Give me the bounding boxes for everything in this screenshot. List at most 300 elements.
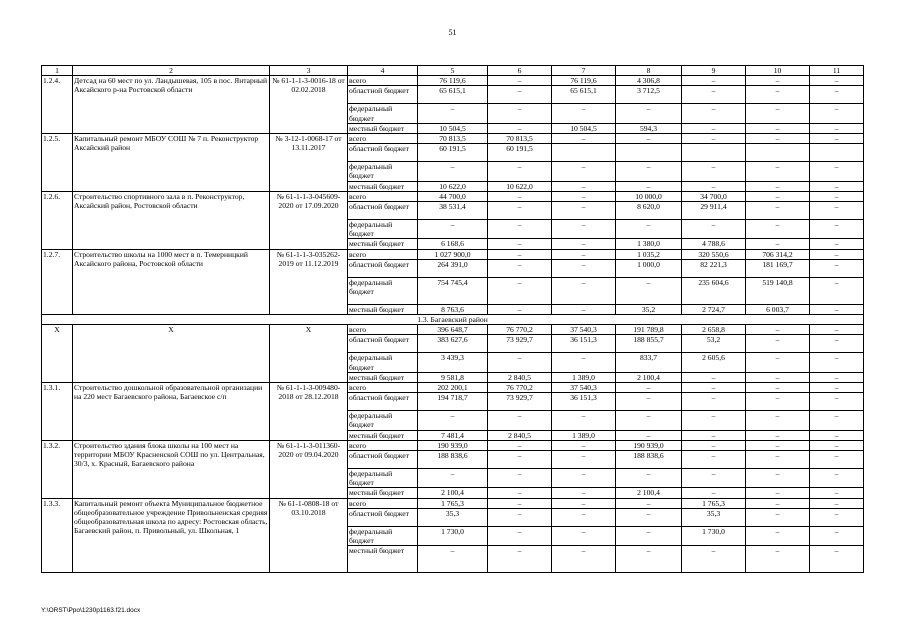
item-number: 1.3.1. (42, 383, 73, 441)
amount-cell: – (418, 469, 488, 488)
object-name: Строительство спортивного зала в п. Реконструктор, Аксайский район, Ростовской области (73, 191, 270, 249)
amount-cell: – (552, 304, 616, 314)
amount-cell: – (488, 411, 552, 430)
amount-cell: – (552, 546, 616, 573)
funding-source: всего (348, 498, 418, 508)
document-number: № 61-1-1-3-011360-2020 от 09.04.2020 (270, 440, 348, 498)
amount-cell: 76 119,6 (418, 76, 488, 86)
amount-cell: – (810, 134, 864, 144)
section-row (42, 315, 864, 325)
amount-cell: – (746, 508, 810, 526)
funding-source: федеральный бюджет (348, 353, 418, 372)
amount-cell: 6 168,6 (418, 239, 488, 249)
amount-cell: – (552, 353, 616, 372)
amount-cell: – (488, 162, 552, 181)
column-number: 2 (73, 66, 270, 76)
amount-cell: – (488, 526, 552, 545)
column-number: 6 (488, 66, 552, 76)
amount-cell: – (810, 76, 864, 86)
document-number: Х (270, 325, 348, 383)
amount-cell: 9 581,8 (418, 372, 488, 382)
amount-cell: – (810, 86, 864, 104)
amount-cell: – (746, 353, 810, 372)
funding-source: всего (348, 191, 418, 201)
amount-cell: – (746, 488, 810, 498)
funding-source: местный бюджет (348, 181, 418, 191)
amount-cell: – (746, 202, 810, 220)
document-number: № 61-1-1-3-035262-2019 от 11.12.2019 (270, 249, 348, 314)
document-number: № 3-12-1-0068-17 от 13.11.2017 (270, 134, 348, 192)
amount-cell: – (616, 393, 682, 411)
amount-cell: 70 813,5 (418, 134, 488, 144)
column-number: 4 (348, 66, 418, 76)
amount-cell: 3 439,3 (418, 353, 488, 372)
amount-cell: – (552, 249, 616, 259)
amount-cell: – (682, 181, 746, 191)
document-number: № 61-1-1-3-009480-2018 от 28.12.2018 (270, 383, 348, 441)
amount-cell: 10 000,0 (616, 191, 682, 201)
amount-cell: – (746, 440, 810, 450)
table-row (42, 76, 864, 86)
amount-cell: – (810, 393, 864, 411)
amount-cell: – (488, 304, 552, 314)
amount-cell: – (810, 304, 864, 314)
amount-cell: 1 389,0 (552, 430, 616, 440)
amount-cell: – (746, 104, 810, 123)
amount-cell: – (682, 488, 746, 498)
amount-cell: – (746, 526, 810, 545)
amount-cell: – (616, 383, 682, 393)
amount-cell: – (746, 383, 810, 393)
amount-cell: 44 700,0 (418, 191, 488, 201)
budget-table (41, 65, 864, 573)
amount-cell: – (616, 411, 682, 430)
amount-cell: – (810, 469, 864, 488)
amount-cell: 73 929,7 (488, 393, 552, 411)
amount-cell: 10 504,5 (418, 123, 488, 133)
table-body (42, 66, 864, 573)
amount-cell: 1 389,0 (552, 372, 616, 382)
amount-cell: – (746, 134, 810, 144)
amount-cell: 594,3 (616, 123, 682, 133)
amount-cell: – (488, 508, 552, 526)
amount-cell: – (552, 440, 616, 450)
amount-cell: – (616, 430, 682, 440)
funding-source: областной бюджет (348, 259, 418, 277)
amount-cell: – (746, 451, 810, 469)
amount-cell: 2 605,6 (682, 353, 746, 372)
page-number: 51 (448, 28, 457, 37)
amount-cell: – (810, 335, 864, 353)
amount-cell: 3 712,5 (616, 86, 682, 104)
column-number: 11 (810, 66, 864, 76)
amount-cell: – (746, 430, 810, 440)
amount-cell: – (810, 546, 864, 573)
amount-cell: – (552, 239, 616, 249)
amount-cell: 10 622,0 (418, 181, 488, 191)
amount-cell: 36 151,3 (552, 393, 616, 411)
column-number: 8 (616, 66, 682, 76)
amount-cell (616, 144, 682, 162)
funding-source: федеральный бюджет (348, 220, 418, 239)
amount-cell: – (552, 259, 616, 277)
funding-source: местный бюджет (348, 123, 418, 133)
column-number: 3 (270, 66, 348, 76)
amount-cell: – (552, 526, 616, 545)
amount-cell: – (616, 134, 682, 144)
amount-cell: 190 939,0 (616, 440, 682, 450)
amount-cell: – (746, 325, 810, 335)
amount-cell: – (616, 546, 682, 573)
amount-cell: – (746, 86, 810, 104)
object-name: Строительство школы на 1000 мест в п. Темерницкий Аксайского района, Ростовской области (73, 249, 270, 314)
amount-cell: – (552, 508, 616, 526)
amount-cell: 2 100,4 (616, 372, 682, 382)
amount-cell: 60 191,5 (418, 144, 488, 162)
funding-source: местный бюджет (348, 239, 418, 249)
amount-cell: – (682, 440, 746, 450)
amount-cell: 320 550,6 (682, 249, 746, 259)
amount-cell: – (488, 488, 552, 498)
amount-cell: – (552, 191, 616, 201)
amount-cell: – (488, 277, 552, 304)
amount-cell: – (682, 220, 746, 239)
amount-cell: 38 531,4 (418, 202, 488, 220)
amount-cell: – (616, 526, 682, 545)
amount-cell: – (488, 202, 552, 220)
amount-cell: 191 789,8 (616, 325, 682, 335)
amount-cell: 2 724,7 (682, 304, 746, 314)
amount-cell: – (810, 220, 864, 239)
table-row (42, 134, 864, 144)
amount-cell: 8 763,6 (418, 304, 488, 314)
amount-cell: 754 745,4 (418, 277, 488, 304)
amount-cell: – (488, 353, 552, 372)
amount-cell: 35,2 (616, 304, 682, 314)
section-title: 1.3. Багаевский район (42, 315, 864, 325)
amount-cell: – (810, 202, 864, 220)
amount-cell: 1 035,2 (616, 249, 682, 259)
item-number: 1.2.7. (42, 249, 73, 314)
item-number: 1.3.2. (42, 440, 73, 498)
amount-cell: 264 391,0 (418, 259, 488, 277)
amount-cell: – (810, 259, 864, 277)
amount-cell: 188 838,6 (616, 451, 682, 469)
amount-cell: – (746, 498, 810, 508)
table-row (42, 498, 864, 508)
amount-cell: – (810, 508, 864, 526)
amount-cell: – (746, 239, 810, 249)
amount-cell: 65 615,1 (552, 86, 616, 104)
funding-source: федеральный бюджет (348, 277, 418, 304)
amount-cell: – (418, 162, 488, 181)
amount-cell: – (810, 162, 864, 181)
amount-cell: – (552, 220, 616, 239)
funding-source: федеральный бюджет (348, 526, 418, 545)
amount-cell: – (552, 202, 616, 220)
amount-cell: 37 540,3 (552, 325, 616, 335)
amount-cell: 2 840,5 (488, 372, 552, 382)
funding-source: федеральный бюджет (348, 104, 418, 123)
table-row (42, 191, 864, 201)
object-name: Х (73, 325, 270, 383)
amount-cell: – (746, 411, 810, 430)
amount-cell: 1 765,3 (418, 498, 488, 508)
amount-cell: 29 911,4 (682, 202, 746, 220)
amount-cell: – (616, 104, 682, 123)
amount-cell: 190 939,0 (418, 440, 488, 450)
amount-cell: 188 838,6 (418, 451, 488, 469)
amount-cell: – (810, 383, 864, 393)
funding-source: федеральный бюджет (348, 162, 418, 181)
amount-cell: – (616, 162, 682, 181)
column-number: 10 (746, 66, 810, 76)
amount-cell: 35,3 (682, 508, 746, 526)
amount-cell: – (552, 134, 616, 144)
object-name: Детсад на 60 мест по ул. Ландышевая, 105 в пос. Янтарный Аксайского р-на Ростовской области (73, 76, 270, 134)
amount-cell: – (488, 123, 552, 133)
amount-cell: – (682, 104, 746, 123)
amount-cell: – (552, 162, 616, 181)
amount-cell: – (488, 451, 552, 469)
amount-cell: – (810, 451, 864, 469)
amount-cell: – (682, 469, 746, 488)
amount-cell: – (746, 162, 810, 181)
amount-cell: – (488, 498, 552, 508)
amount-cell: 1 730,0 (418, 526, 488, 545)
amount-cell: – (488, 220, 552, 239)
amount-cell: 7 481,4 (418, 430, 488, 440)
item-number: 1.2.4. (42, 76, 73, 134)
amount-cell: 1 027 900,0 (418, 249, 488, 259)
amount-cell: – (746, 393, 810, 411)
amount-cell: 2 100,4 (616, 488, 682, 498)
amount-cell: – (746, 181, 810, 191)
amount-cell: 73 929,7 (488, 335, 552, 353)
document-number: № 61-1-1-3-0016-18 от 02.02.2018 (270, 76, 348, 134)
column-number: 1 (42, 66, 73, 76)
amount-cell: 2 100,4 (418, 488, 488, 498)
funding-source: всего (348, 76, 418, 86)
amount-cell: – (682, 393, 746, 411)
table-row (42, 383, 864, 393)
amount-cell: 383 627,6 (418, 335, 488, 353)
amount-cell: 1 380,0 (616, 239, 682, 249)
amount-cell: – (682, 430, 746, 440)
funding-source: всего (348, 383, 418, 393)
table-row (42, 249, 864, 259)
amount-cell: 70 813,5 (488, 134, 552, 144)
amount-cell: – (810, 249, 864, 259)
funding-source: областной бюджет (348, 144, 418, 162)
amount-cell: – (810, 440, 864, 450)
amount-cell: 1 000,0 (616, 259, 682, 277)
column-number: 9 (682, 66, 746, 76)
amount-cell: 82 221,3 (682, 259, 746, 277)
amount-cell: – (552, 277, 616, 304)
amount-cell: 34 700,0 (682, 191, 746, 201)
amount-cell: – (810, 526, 864, 545)
funding-source: местный бюджет (348, 488, 418, 498)
funding-source: областной бюджет (348, 202, 418, 220)
amount-cell: 6 003,7 (746, 304, 810, 314)
object-name: Капитальный ремонт объекта Муниципальное бюджетное общеобразовательное учреждение Привольненская средняя общеобразовательная школа по адресу: Ростовская область, Багаевский район, п. Привольный, ул. Школьная, 1 (73, 498, 270, 573)
amount-cell: – (682, 451, 746, 469)
funding-source: областной бюджет (348, 508, 418, 526)
amount-cell: 396 648,7 (418, 325, 488, 335)
amount-cell: – (552, 498, 616, 508)
document-number: № 61-1-0808-18 от 03.10.2018 (270, 498, 348, 573)
amount-cell: 76 770,2 (488, 325, 552, 335)
amount-cell: – (746, 546, 810, 573)
table-row (42, 325, 864, 335)
amount-cell: 76 119,6 (552, 76, 616, 86)
amount-cell: 65 615,1 (418, 86, 488, 104)
amount-cell: 194 718,7 (418, 393, 488, 411)
amount-cell: – (810, 430, 864, 440)
column-number: 5 (418, 66, 488, 76)
amount-cell: – (810, 277, 864, 304)
amount-cell: 8 620,0 (616, 202, 682, 220)
amount-cell: – (552, 411, 616, 430)
amount-cell: – (810, 191, 864, 201)
amount-cell: – (418, 546, 488, 573)
funding-source: федеральный бюджет (348, 469, 418, 488)
amount-cell: 53,2 (682, 335, 746, 353)
amount-cell: 1 730,0 (682, 526, 746, 545)
funding-source: областной бюджет (348, 86, 418, 104)
funding-source: всего (348, 134, 418, 144)
amount-cell: – (746, 335, 810, 353)
amount-cell: – (682, 162, 746, 181)
amount-cell: 2 658,8 (682, 325, 746, 335)
column-number-row (42, 66, 864, 76)
amount-cell: – (682, 372, 746, 382)
amount-cell (746, 144, 810, 162)
amount-cell: – (682, 123, 746, 133)
object-name: Строительство здания блока школы на 100 мест на территории МБОУ Красненской СОШ по ул. Центральная, 30/3, х. Красный, Багаевского района (73, 440, 270, 498)
amount-cell: – (682, 86, 746, 104)
funding-source: всего (348, 325, 418, 335)
amount-cell: 188 855,7 (616, 335, 682, 353)
amount-cell: – (418, 104, 488, 123)
amount-cell: – (616, 181, 682, 191)
amount-cell: 37 540,3 (552, 383, 616, 393)
amount-cell: 76 770,2 (488, 383, 552, 393)
amount-cell: 706 314,2 (746, 249, 810, 259)
amount-cell: 36 151,3 (552, 335, 616, 353)
amount-cell: 10 622,0 (488, 181, 552, 191)
object-name: Капитальный ремонт МБОУ СОШ № 7 п. Реконструктор Аксайский район (73, 134, 270, 192)
amount-cell: – (488, 86, 552, 104)
funding-source: местный бюджет (348, 372, 418, 382)
amount-cell: – (810, 372, 864, 382)
amount-cell: – (488, 249, 552, 259)
amount-cell: – (682, 134, 746, 144)
amount-cell: – (810, 353, 864, 372)
amount-cell: – (552, 181, 616, 191)
amount-cell: 235 604,6 (682, 277, 746, 304)
amount-cell: – (552, 451, 616, 469)
table-row (42, 440, 864, 450)
amount-cell: 4 788,6 (682, 239, 746, 249)
amount-cell: – (488, 259, 552, 277)
amount-cell: 60 191,5 (488, 144, 552, 162)
amount-cell: – (746, 191, 810, 201)
amount-cell (552, 144, 616, 162)
document-number: № 61-1-1-3-045609-2020 от 17.09.2020 (270, 191, 348, 249)
amount-cell (810, 144, 864, 162)
item-number: Х (42, 325, 73, 383)
amount-cell: 1 765,3 (682, 498, 746, 508)
amount-cell: – (488, 469, 552, 488)
funding-source: местный бюджет (348, 546, 418, 573)
funding-source: областной бюджет (348, 451, 418, 469)
amount-cell: – (682, 411, 746, 430)
amount-cell: 10 504,5 (552, 123, 616, 133)
item-number: 1.3.3. (42, 498, 73, 573)
amount-cell (682, 144, 746, 162)
amount-cell: – (488, 104, 552, 123)
column-number: 7 (552, 66, 616, 76)
item-number: 1.2.5. (42, 134, 73, 192)
object-name: Строительство дошкольной образовательной организации на 220 мест Багаевского района, Багаевское с/п (73, 383, 270, 441)
amount-cell: – (810, 411, 864, 430)
amount-cell: – (746, 123, 810, 133)
amount-cell: 4 306,8 (616, 76, 682, 86)
funding-source: местный бюджет (348, 304, 418, 314)
amount-cell: 833,7 (616, 353, 682, 372)
file-path-footer: Y:\ORST\Ppo\1230p1163.f21.docx (41, 607, 141, 614)
amount-cell: – (616, 220, 682, 239)
amount-cell: – (810, 181, 864, 191)
amount-cell: – (616, 498, 682, 508)
amount-cell: – (682, 383, 746, 393)
amount-cell: – (810, 488, 864, 498)
amount-cell: 35,3 (418, 508, 488, 526)
amount-cell: – (810, 325, 864, 335)
amount-cell: – (418, 220, 488, 239)
amount-cell: – (488, 440, 552, 450)
amount-cell: – (682, 546, 746, 573)
amount-cell: – (810, 498, 864, 508)
amount-cell: 202 200,1 (418, 383, 488, 393)
amount-cell: – (488, 76, 552, 86)
amount-cell: – (810, 123, 864, 133)
funding-source: местный бюджет (348, 430, 418, 440)
amount-cell: 2 840,5 (488, 430, 552, 440)
amount-cell: – (488, 191, 552, 201)
funding-source: всего (348, 249, 418, 259)
amount-cell: – (616, 277, 682, 304)
amount-cell: – (616, 469, 682, 488)
amount-cell: – (488, 546, 552, 573)
amount-cell: – (746, 469, 810, 488)
amount-cell: – (418, 411, 488, 430)
amount-cell: 519 140,8 (746, 277, 810, 304)
funding-source: федеральный бюджет (348, 411, 418, 430)
amount-cell: 181 169,7 (746, 259, 810, 277)
amount-cell: – (552, 469, 616, 488)
amount-cell: – (552, 488, 616, 498)
amount-cell: – (810, 104, 864, 123)
amount-cell: – (746, 220, 810, 239)
amount-cell: – (616, 508, 682, 526)
amount-cell: – (682, 76, 746, 86)
amount-cell: – (810, 239, 864, 249)
funding-source: всего (348, 440, 418, 450)
item-number: 1.2.6. (42, 191, 73, 249)
